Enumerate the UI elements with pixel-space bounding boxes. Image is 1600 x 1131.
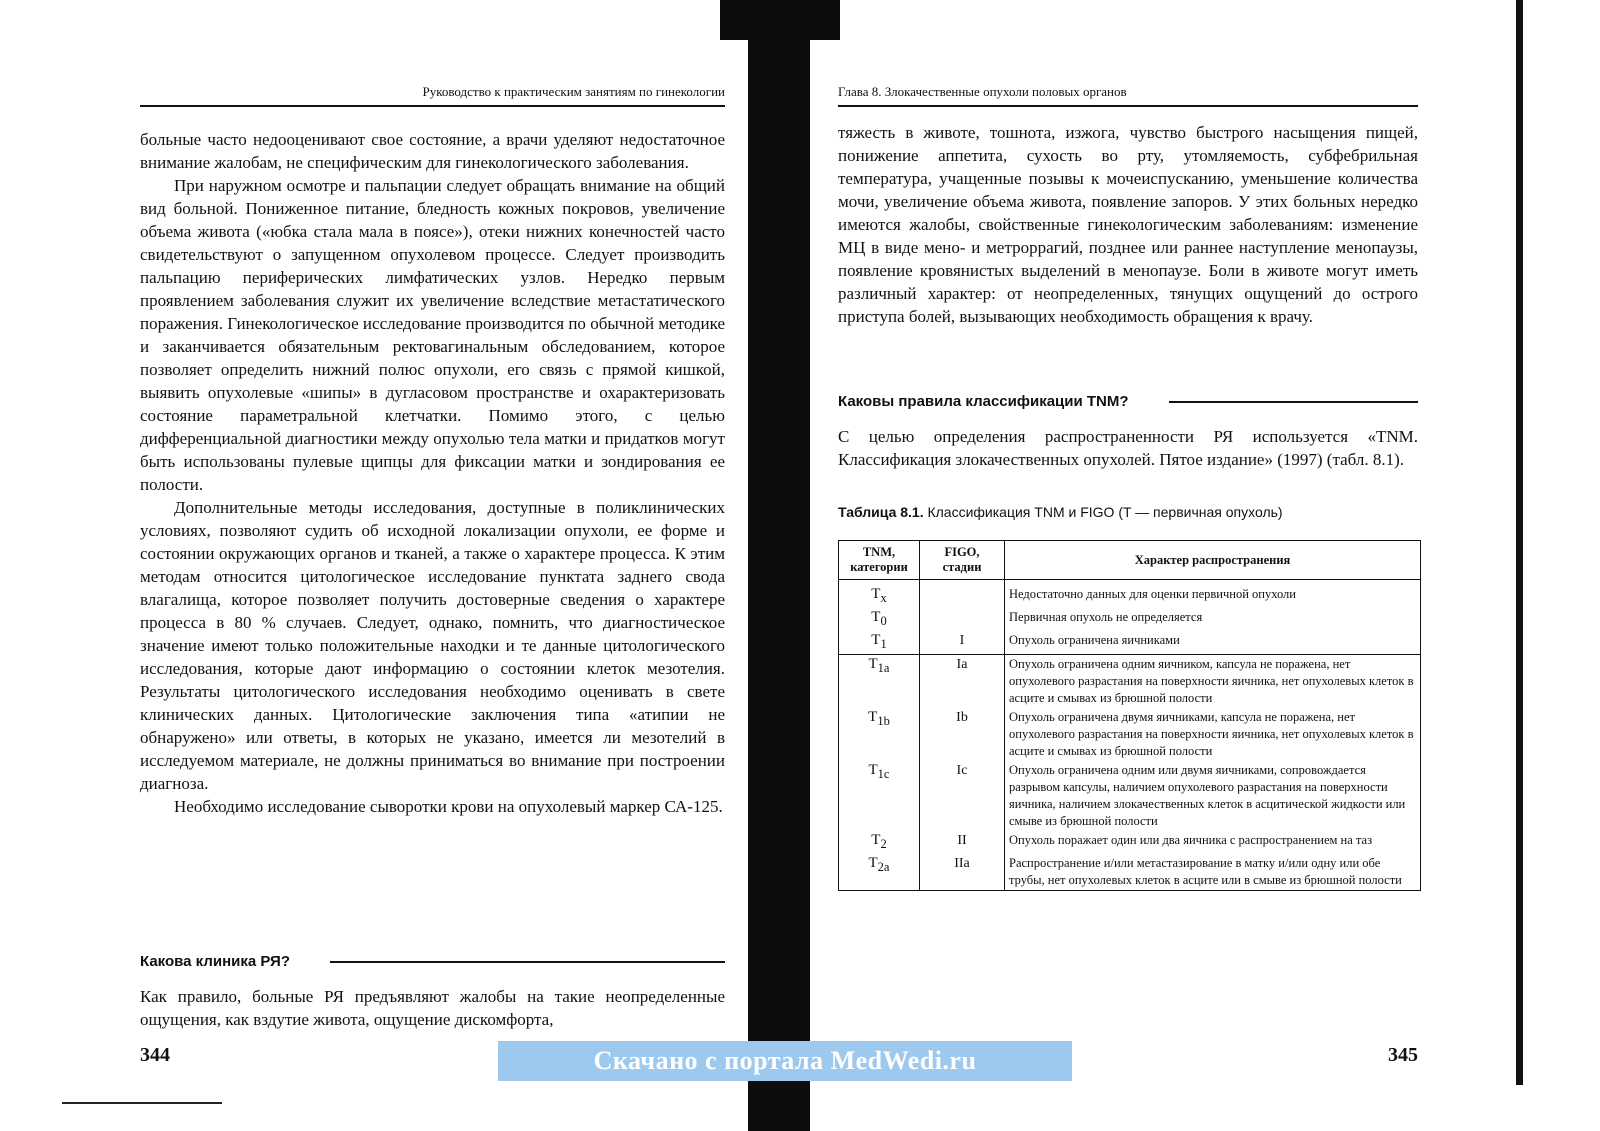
paragraph: Как правило, больные РЯ предъявляют жалобы на такие неопределенные ощущения, как вздутие живота, ощущение дискомфорта, xyxy=(140,987,725,1029)
figo-cell: Ia xyxy=(920,655,1005,709)
page-number-left: 344 xyxy=(140,1044,170,1066)
header-figo xyxy=(920,541,1005,580)
paragraph: Необходимо исследование сыворотки крови на опухолевый маркер СА-125. xyxy=(174,797,723,816)
tnm-base: T xyxy=(871,632,881,648)
table-row xyxy=(839,580,1421,609)
right-question-block xyxy=(838,390,1418,471)
tnm-sub: 1a xyxy=(877,661,890,675)
paragraph: больные часто недооценивают свое состояние, а врачи уделяют недостаточное внимание жалобам, не специфическим для гинекологического заболевания. xyxy=(140,130,725,172)
left-body-text xyxy=(140,128,725,818)
question-heading-text: Какова клиника РЯ? xyxy=(140,953,290,970)
figo-cell: Ib xyxy=(920,708,1005,761)
running-head-right: Глава 8. Злокачественные опухоли половых органов xyxy=(838,84,1418,107)
tnm-base: T xyxy=(868,855,878,871)
right-body-text xyxy=(838,121,1418,328)
question-heading-text: Каковы правила классификации TNM? xyxy=(838,393,1129,410)
tnm-cell xyxy=(839,608,920,631)
right-page xyxy=(838,0,1418,1131)
tnm-classification-table xyxy=(838,540,1421,891)
tnm-base: T xyxy=(868,762,878,778)
tnm-sub: 1c xyxy=(877,767,890,781)
tnm-sub: 1b xyxy=(877,714,890,728)
tnm-sub: x xyxy=(880,591,887,605)
tnm-base: T xyxy=(868,709,878,725)
desc-cell: Первичная опухоль не определяется xyxy=(1009,610,1203,624)
figo-cell: I xyxy=(920,631,1005,655)
figo-cell: II xyxy=(920,831,1005,854)
figo-cell: IIa xyxy=(920,854,1005,891)
section-question-heading xyxy=(140,950,725,973)
heading-rule xyxy=(330,961,725,963)
tnm-cell xyxy=(839,580,920,609)
watermark-banner: Скачано с портала MedWedi.ru xyxy=(498,1041,1072,1081)
tnm-sub: 0 xyxy=(880,614,887,628)
tnm-base: T xyxy=(871,586,881,602)
table-row xyxy=(839,631,1421,655)
tnm-cell xyxy=(839,831,920,854)
figo-cell xyxy=(920,580,1005,609)
section-question-heading xyxy=(838,390,1418,413)
table-row xyxy=(839,761,1421,831)
left-page xyxy=(140,0,725,1131)
tnm-cell xyxy=(839,761,920,831)
page-number-right: 345 xyxy=(1388,1044,1418,1066)
desc-cell: Опухоль ограничена одним или двумя яичниками, сопровождается разрывом капсулы, наличием опухолевого разрастания на поверхности яичника, наличием злокачественных клеток в асцитической жидкости или смыве из брюшной полости xyxy=(1009,763,1406,828)
binding-gutter xyxy=(748,0,810,1131)
table-row xyxy=(839,708,1421,761)
desc-cell: Недостаточно данных для оценки первичной опухоли xyxy=(1009,587,1296,601)
table-row xyxy=(839,655,1421,709)
left-question-block xyxy=(140,950,725,1031)
desc-cell: Опухоль ограничена яичниками xyxy=(1009,633,1180,647)
tnm-cell xyxy=(839,708,920,761)
table-caption-text: Классификация TNM и FIGO (T — первичная опухоль) xyxy=(927,504,1283,520)
paragraph: тяжесть в животе, тошнота, изжога, чувство быстрого насыщения пищей, понижение аппетита, сухость во рту, утомляемость, субфебрильная температура, учащенные позывы к мочеиспусканию, уменьшение количества мочи, увеличение объема живота, появление запоров. У этих больных нередко имеются жалобы, свойственные гинекологическим заболеваниям: изменение МЦ в виде мено- и метроррагий, позднее или раннее наступление менопаузы, появление кровянистых выделений в менопаузе. Боли в животе могут иметь различный характер: от неопределенных, тянущих ощущений до острого приступа болей, вызывающих необходимость обращения к врачу. xyxy=(838,123,1418,326)
paragraph: Дополнительные методы исследования, доступные в поликлинических условиях, позволяют судить об исходной локализации опухоли, ее форме и состоянии окружающих органов и тканей, а также о характере процесса. К этим методам относится цитологическое исследование пунктата заднего свода влагалища, которое позволяет получить достоверные сведения о характере процесса в 80 % случаев. Следует, однако, помнить, что диагностическое значение имеют только положительные находки и те данные цитологического исследования, которые дают информацию о состоянии клеток мезотелия. Результаты цитологического исследования необходимо оценивать в свете клинических данных. Цитологические заключения типа «атипии не обнаружено» или ответы, в которых не указано, имеется ли мезотелий в исследуемом материале, не должны приниматься во внимание при построении диагноза. xyxy=(140,498,725,793)
running-head-left: Руководство к практическим занятиям по гинекологии xyxy=(140,84,725,107)
table-row xyxy=(839,854,1421,891)
header-figo-line2: стадии xyxy=(942,560,982,574)
desc-cell: Опухоль поражает один или два яичника с распространением на таз xyxy=(1009,833,1373,847)
paragraph: При наружном осмотре и пальпации следует обращать внимание на общий вид больной. Пониженное питание, бледность кожных покровов, увеличение объема живота («юбка стала мала в поясе»), отеки нижних конечностей часто свидетельствуют о запущенном опухолевом процессе. Следует производить пальпацию периферических лимфатических узлов. Нередко первым проявлением заболевания служит их увеличение вследствие метастатического поражения. Гинекологическое исследование производится по обычной методике и заканчивается обязательным ректовагинальным обследованием, которое позволяет определить нижний полюс опухоли, его связь с прямой кишкой, выявить опухолевые «шипы» в дугласовом пространстве и охарактеризовать состояние параметральной клетчатки. Помимо этого, с целью дифференциальной диагностики между опухолью тела матки и придатков могут быть использованы пулевые щипцы для фиксации матки и зондирования ее полости. xyxy=(140,176,725,494)
table-row xyxy=(839,831,1421,854)
tnm-cell xyxy=(839,631,920,655)
header-tnm-line1: TNM, xyxy=(862,545,896,559)
desc-cell: Распространение и/или метастазирование в матку и/или одну или обе трубы, нет опухолевых клеток в асците или в смыве из брюшной полости xyxy=(1009,856,1402,887)
table-caption-label: Таблица 8.1. xyxy=(838,504,924,520)
tnm-base: T xyxy=(868,656,878,672)
page-edge-shadow xyxy=(1516,0,1523,1085)
desc-cell: Опухоль ограничена двумя яичниками, капсула не поражена, нет опухолевого разрастания на поверхности яичника, нет опухолевых клеток в асците и смывах из брюшной полости xyxy=(1009,710,1414,758)
figo-cell: Ic xyxy=(920,761,1005,831)
tnm-base: T xyxy=(871,609,881,625)
desc-cell: Опухоль ограничена одним яичником, капсула не поражена, нет опухолевого разрастания на поверхности яичника, нет опухолевых клеток в асците и смывах из брюшной полости xyxy=(1005,655,1421,709)
paragraph: С целью определения распространенности РЯ используется «TNM. Классификация злокачественных опухолей. Пятое издание» (1997) (табл. 8.1). xyxy=(838,427,1418,469)
table-row xyxy=(839,608,1421,631)
header-description: Характер распространения xyxy=(1005,541,1421,580)
tnm-cell xyxy=(839,854,920,891)
tnm-sub: 2 xyxy=(880,837,887,851)
tnm-base: T xyxy=(871,832,881,848)
header-figo-line1: FIGO, xyxy=(944,545,980,559)
table-caption xyxy=(838,504,1418,520)
tnm-sub: 2a xyxy=(877,860,890,874)
heading-rule xyxy=(1169,401,1418,403)
header-tnm-line2: категории xyxy=(850,560,908,574)
figo-cell xyxy=(920,608,1005,631)
table-header-row xyxy=(839,541,1421,580)
header-tnm xyxy=(839,541,920,580)
tnm-sub: 1 xyxy=(880,637,887,651)
tnm-cell xyxy=(839,655,920,709)
